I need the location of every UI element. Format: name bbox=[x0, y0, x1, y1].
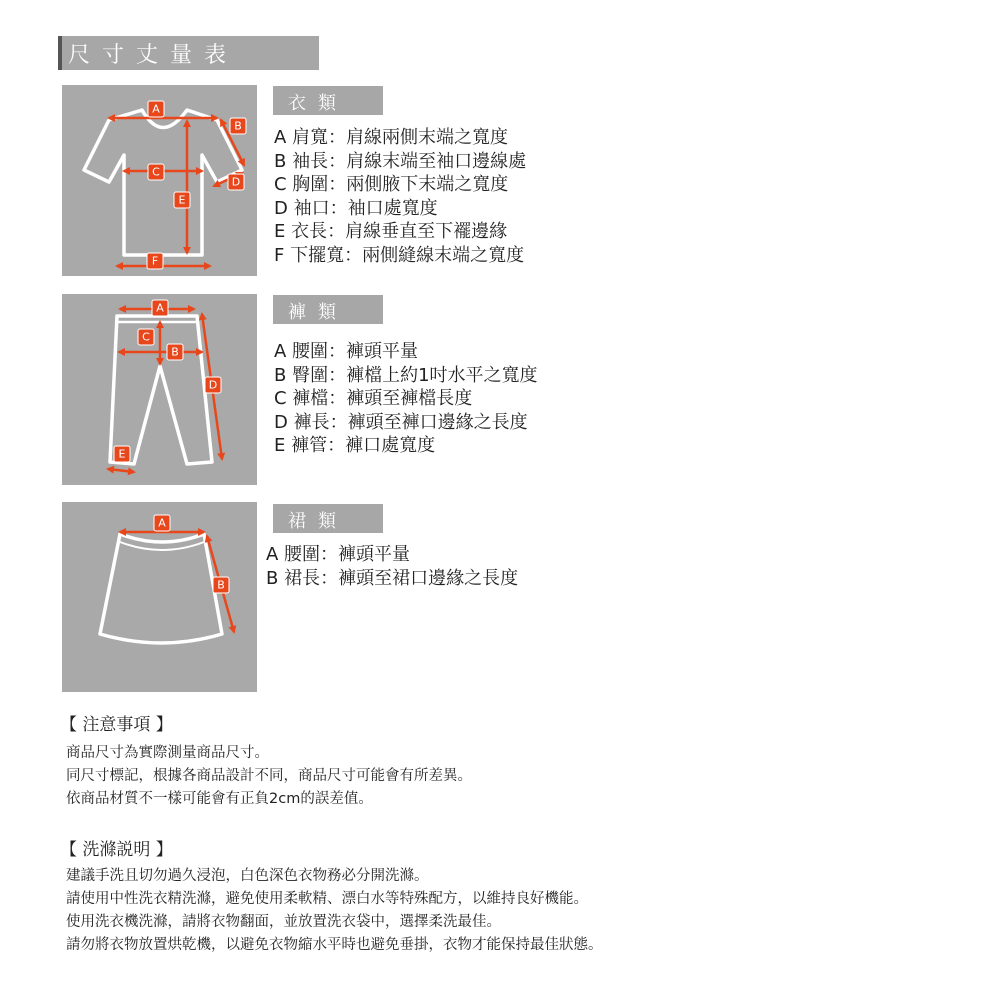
svg-text:A: A bbox=[158, 516, 166, 530]
list-item: 請勿將衣物放置烘乾機，以避免衣物縮水平時也避免垂掛，衣物才能保持最佳狀態。 bbox=[66, 937, 603, 953]
pants-diagram-panel bbox=[62, 294, 257, 485]
pants-measure-list bbox=[274, 340, 538, 458]
badge-c bbox=[138, 329, 154, 345]
list-item: E 衣長：肩線垂直至下襬邊緣 bbox=[274, 221, 508, 242]
list-item: C 胸圍：兩側腋下末端之寬度 bbox=[274, 174, 509, 195]
shirt-outline bbox=[84, 110, 242, 255]
svg-text:D: D bbox=[208, 378, 218, 392]
badge-c bbox=[148, 164, 164, 180]
svg-text:F: F bbox=[151, 254, 159, 268]
badge-e bbox=[114, 446, 130, 462]
svg-text:B: B bbox=[217, 578, 225, 592]
svg-text:E: E bbox=[118, 447, 126, 461]
title-accent-edge bbox=[58, 36, 62, 70]
list-item: F 下擺寬：兩側縫線末端之寬度 bbox=[274, 244, 525, 266]
badge-f bbox=[147, 253, 163, 269]
list-item: E 褲管：褲口處寬度 bbox=[274, 435, 436, 456]
washing-list bbox=[66, 865, 603, 957]
badge-a bbox=[154, 515, 170, 531]
list-item: 商品尺寸為實際測量商品尺寸。 bbox=[66, 745, 269, 761]
list-item: 依商品材質不一樣可能會有正負2cm的誤差值。 bbox=[66, 791, 373, 807]
svg-text:B: B bbox=[171, 345, 179, 359]
list-item: D 袖口：袖口處寬度 bbox=[274, 197, 438, 219]
list-item: A 肩寬：肩線兩側末端之寬度 bbox=[274, 127, 509, 148]
list-item: B 袖長：肩線末端至袖口邊線處 bbox=[274, 150, 527, 172]
badge-b bbox=[230, 118, 246, 134]
badge-b bbox=[167, 344, 183, 360]
svg-text:E: E bbox=[178, 193, 186, 207]
badge-a bbox=[148, 101, 164, 117]
list-item: C 褲檔：褲頭至褲檔長度 bbox=[274, 388, 473, 409]
svg-text:A: A bbox=[152, 102, 160, 116]
washing-heading: 【 洗滌説明 】 bbox=[60, 840, 173, 860]
skirt-measure-list bbox=[266, 543, 518, 590]
badge-e bbox=[174, 192, 190, 208]
shirt-measure-list bbox=[274, 126, 526, 267]
shirt-diagram-panel bbox=[62, 85, 257, 276]
list-item: 請使用中性洗衣精洗滌，避免使用柔軟精、漂白水等特殊配方，以維持良好機能。 bbox=[66, 891, 588, 907]
notes-list bbox=[66, 742, 472, 811]
badge-b bbox=[213, 577, 229, 593]
list-item: B 臀圍：褲檔上約1吋水平之寬度 bbox=[274, 364, 538, 386]
pants-diagram bbox=[62, 294, 257, 485]
list-item: D 褲長：褲頭至褲口邊緣之長度 bbox=[274, 411, 528, 433]
svg-text:C: C bbox=[152, 165, 160, 179]
page-title-bar bbox=[58, 36, 319, 70]
badge-d bbox=[228, 174, 244, 190]
svg-text:B: B bbox=[234, 119, 242, 133]
svg-text:A: A bbox=[156, 301, 164, 315]
badge-a bbox=[152, 300, 168, 316]
pants-section-heading: 褲類 bbox=[273, 295, 383, 324]
list-item: 使用洗衣機洗滌，請將衣物翻面，並放置洗衣袋中，選擇柔洗最佳。 bbox=[66, 914, 501, 930]
svg-text:C: C bbox=[142, 330, 150, 344]
skirt-section-heading: 裙類 bbox=[273, 504, 383, 533]
skirt-diagram bbox=[62, 502, 257, 692]
badge-d bbox=[205, 377, 221, 393]
list-item: A 腰圍：褲頭平量 bbox=[274, 341, 419, 362]
notes-heading: 【 注意事項 】 bbox=[60, 715, 173, 735]
list-item: 同尺寸標記，根據各商品設計不同，商品尺寸可能會有所差異。 bbox=[66, 768, 472, 784]
skirt-diagram-panel bbox=[62, 502, 257, 692]
list-item: A 腰圍：褲頭平量 bbox=[266, 544, 411, 565]
list-item: B 裙長：褲頭至裙口邊緣之長度 bbox=[266, 567, 519, 589]
page-title: 尺寸丈量表 bbox=[68, 43, 239, 68]
svg-text:D: D bbox=[231, 175, 241, 189]
list-item: 建議手洗且切勿過久浸泡，白色深色衣物務必分開洗滌。 bbox=[66, 868, 429, 884]
shirt-diagram bbox=[62, 85, 257, 276]
shirt-section-heading: 衣類 bbox=[273, 86, 383, 115]
